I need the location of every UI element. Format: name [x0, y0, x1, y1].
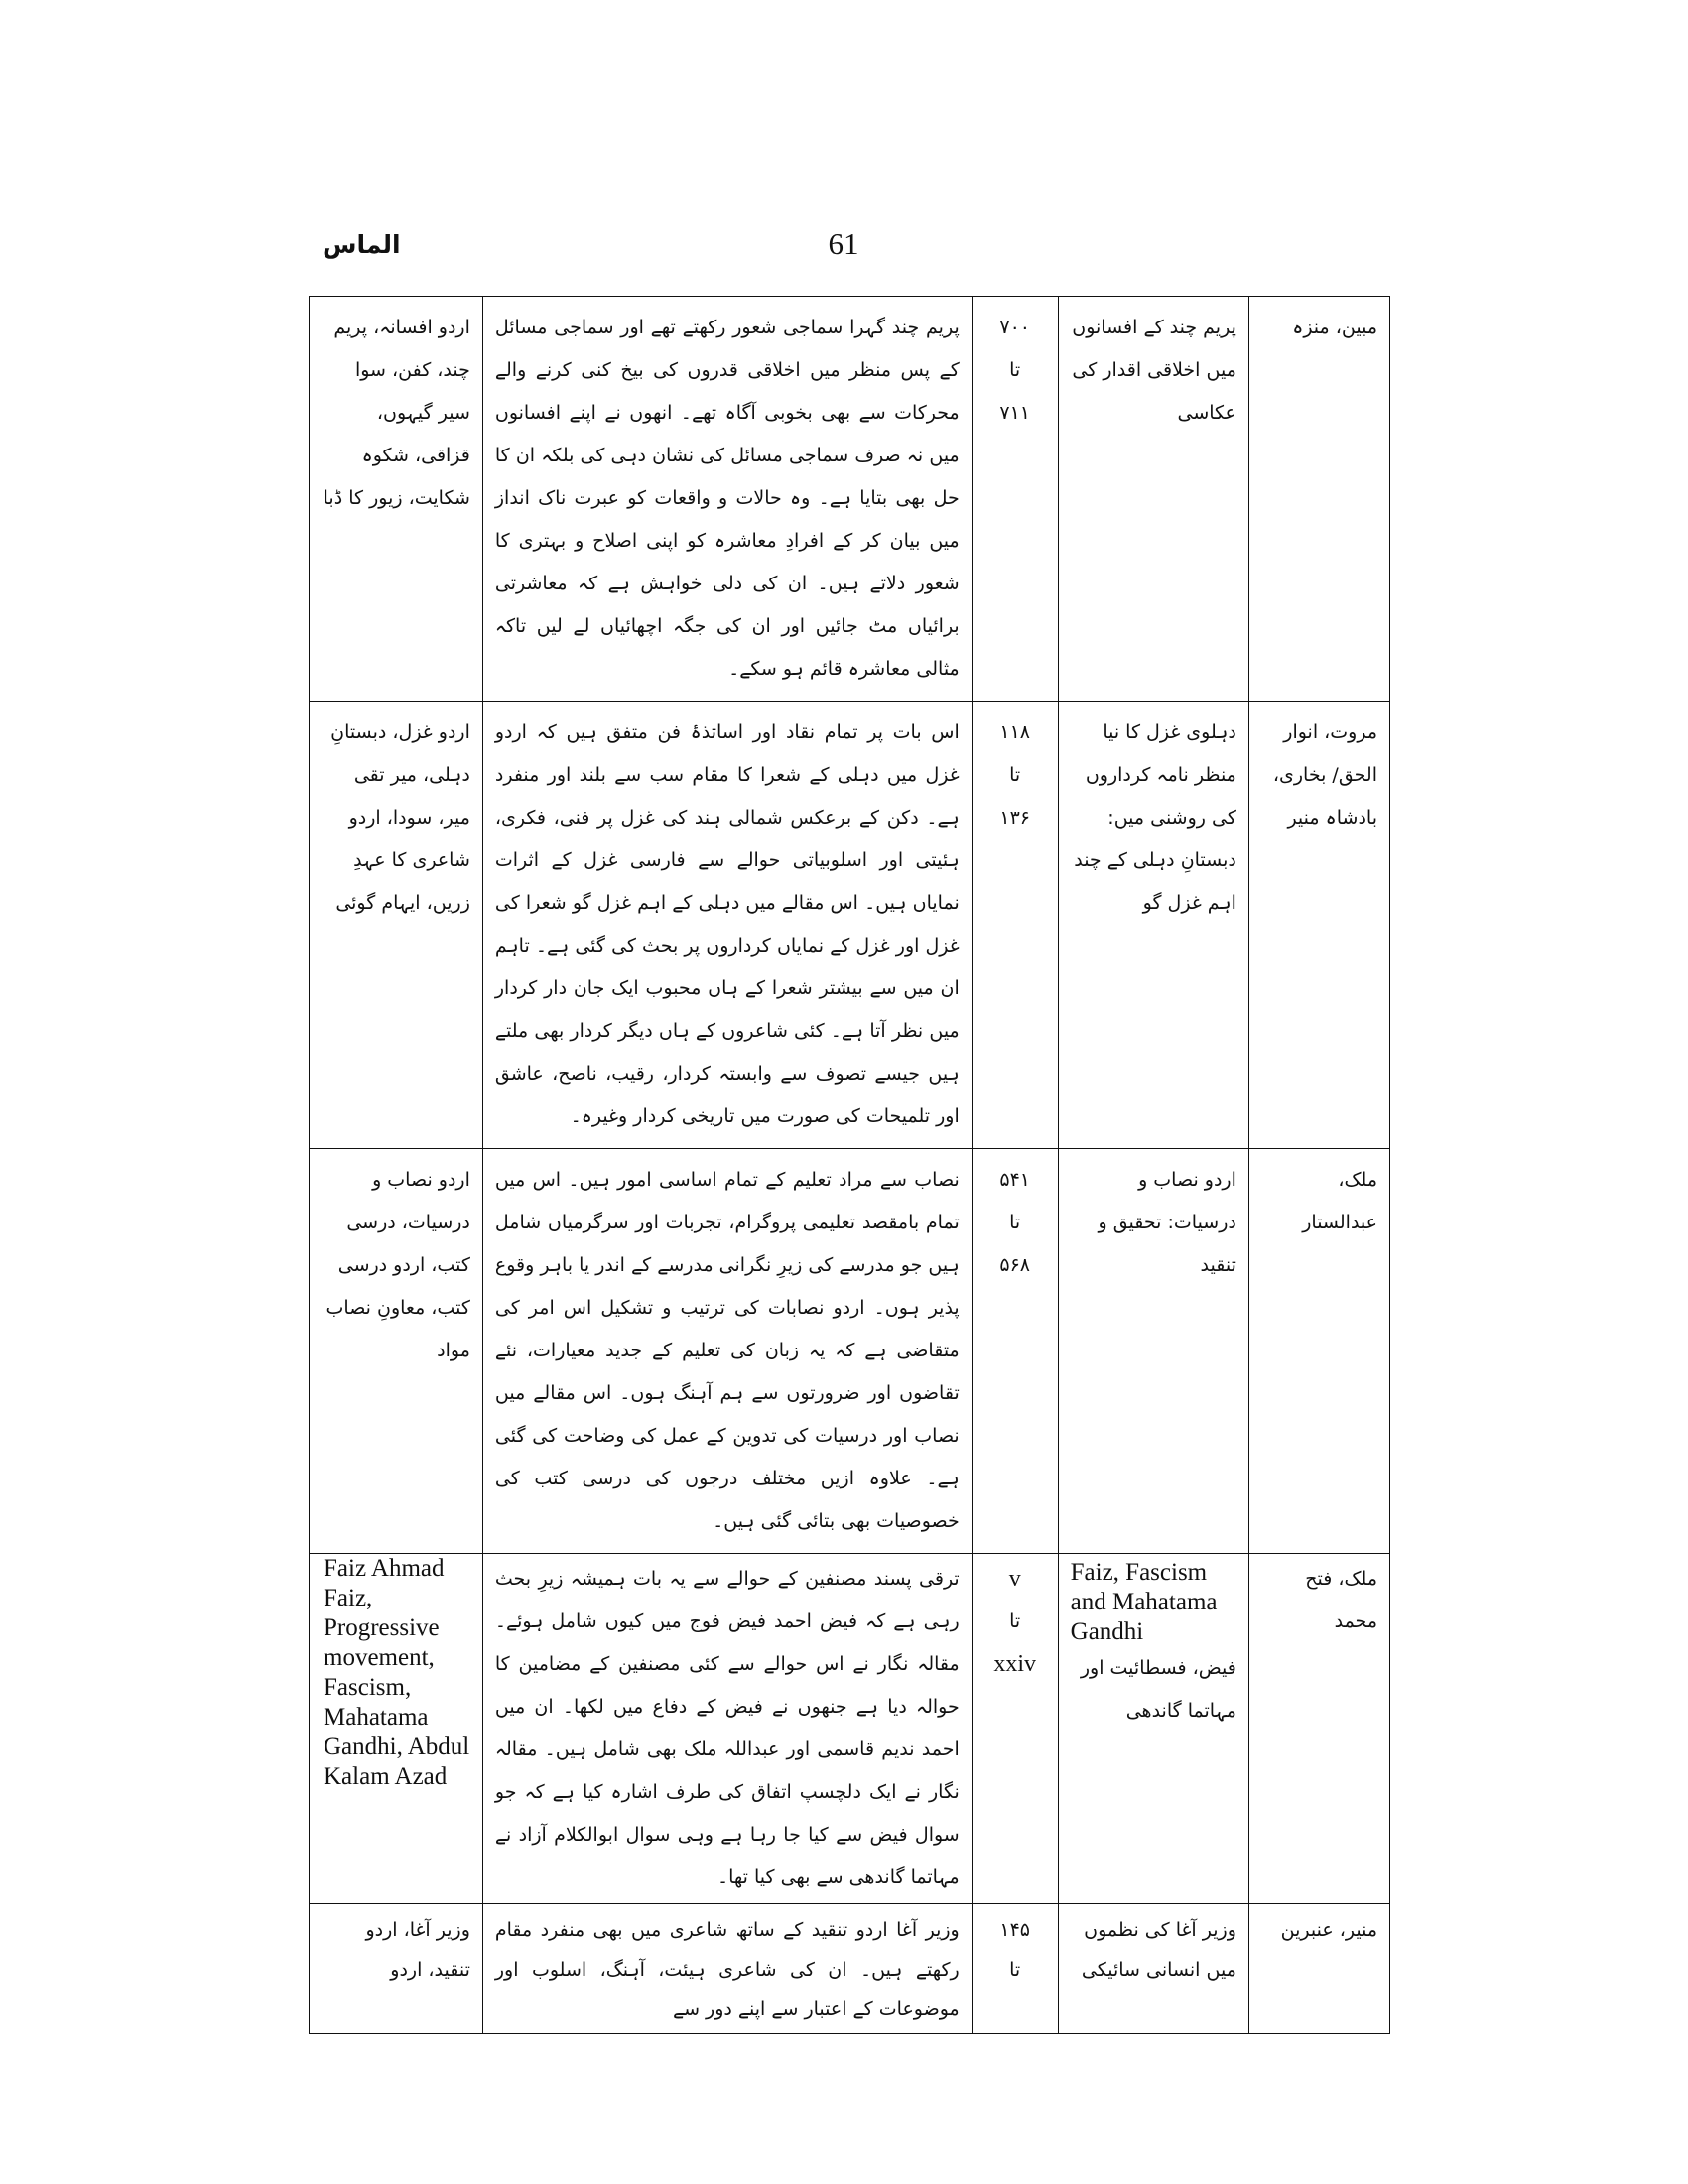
page-to: تا [1009, 1212, 1021, 1233]
page-end: ۷۱۱ [999, 402, 1030, 424]
journal-name: الماس [323, 230, 401, 259]
abstract-cell: نصاب سے مراد تعلیم کے تمام اساسی امور ہیں۔ اس میں تمام بامقصد تعلیمی پروگرام، تجربات اور سرگرمیاں شامل ہیں جو مدرسے کی زیرِ نگرانی مدرسے کے اندر یا باہر وقوع پذیر ہوں۔ اردو نصابات کی ترتیب و تشکیل اس امر کی متقاضی ہے کہ یہ زبان کی تعلیم کے جدید معیارات، نئے تقاضوں اور ضرورتوں سے ہم آہنگ ہوں۔ اس مقالے میں نصاب اور درسیات کی تدوین کے عمل کی وضاحت کی گئی ہے۔ علاوہ ازیں مختلف درجوں کی درسی کتب کی خصوصیات بھی بتائی گئی ہیں۔ [482, 1149, 972, 1554]
title-cell: وزیر آغا کی نظموں میں انسانی سائیکی [1058, 1904, 1248, 2034]
title-english: Faiz, Fascism and Mahatama Gandhi [1070, 1559, 1218, 1645]
table-row [310, 702, 1390, 1149]
page-end: xxiv [993, 1651, 1037, 1677]
page-start: ۷۰۰ [999, 317, 1030, 338]
page-start: ۱۱۸ [999, 721, 1030, 743]
pages-cell [972, 1149, 1058, 1554]
abstract-cell: وزیر آغا اردو تنقید کے ساتھ شاعری میں بھی منفرد مقام رکھتے ہیں۔ ان کی شاعری ہیئت، آہنگ، اسلوب اور موضوعات کے اعتبار سے اپنے دور سے [482, 1904, 972, 2034]
keywords-cell: اردو غزل، دبستانِ دہلی، میر تقی میر، سودا، اردو شاعری کا عہدِ زریں، ایہام گوئی [310, 702, 483, 1149]
keywords-cell: اردو نصاب و درسیات، درسی کتب، اردو درسی کتب، معاونِ نصاب مواد [310, 1149, 483, 1554]
keywords-cell [310, 1554, 483, 1904]
page-start: ۱۴۵ [999, 1919, 1030, 1941]
keywords-english: Faiz Ahmad Faiz, Progressive movement, Fascism, Mahatama Gandhi, Abdul Kalam Azad [324, 1555, 470, 1790]
pages-cell [972, 1904, 1058, 2034]
keywords-cell: اردو افسانہ، پریم چند، کفن، سوا سیر گیہوں، قزاقی، شکوہ شکایت، زیور کا ڈبا [310, 297, 483, 702]
title-urdu: فیض، فسطائیت اور مہاتما گاندھی [1080, 1657, 1236, 1722]
author-cell: ملک، فتح محمد [1248, 1554, 1389, 1904]
table-row [310, 1904, 1390, 2034]
pages-cell [972, 1554, 1058, 1904]
page-start: v [1008, 1566, 1021, 1592]
author-cell: ملک، عبدالستار [1248, 1149, 1389, 1554]
page-to: تا [1009, 764, 1021, 786]
table-row [310, 1554, 1390, 1904]
page-to: تا [1009, 359, 1021, 381]
article-index-table [309, 296, 1390, 2034]
abstract-cell: پریم چند گہرا سماجی شعور رکھتے تھے اور سماجی مسائل کے پس منظر میں اخلاقی قدروں کی بیخ کنی کرنے والے محرکات سے بھی بخوبی آگاہ تھے۔ انھوں نے اپنے افسانوں میں نہ صرف سماجی مسائل کی نشان دہی کی بلکہ ان کا حل بھی بتایا ہے۔ وہ حالات و واقعات کو عبرت ناک انداز میں بیان کر کے افرادِ معاشرہ کو اپنی اصلاح و بہتری کا شعور دلاتے ہیں۔ ان کی دلی خواہش ہے کہ معاشرتی برائیاں مٹ جائیں اور ان کی جگہ اچھائیاں لے لیں تاکہ مثالی معاشرہ قائم ہو سکے۔ [482, 297, 972, 702]
title-cell: پریم چند کے افسانوں میں اخلاقی اقدار کی عکاسی [1058, 297, 1248, 702]
keywords-cell: وزیر آغا، اردو تنقید، اردو [310, 1904, 483, 2034]
page-number: 61 [828, 226, 859, 261]
page-end: ۱۳۶ [999, 807, 1030, 829]
page-start: ۵۴۱ [999, 1169, 1030, 1191]
abstract-cell: ترقی پسند مصنفین کے حوالے سے یہ بات ہمیشہ زیرِ بحث رہی ہے کہ فیض احمد فیض فوج میں کیوں شامل ہوئے۔ مقالہ نگار نے اس حوالے سے کئی مصنفین کے مضامین کا حوالہ دیا ہے جنھوں نے فیض کے دفاع میں لکھا۔ ان میں احمد ندیم قاسمی اور عبداللہ ملک بھی شامل ہیں۔ مقالہ نگار نے ایک دلچسپ اتفاق کی طرف اشارہ کیا ہے کہ جو سوال فیض سے کیا جا رہا ہے وہی سوال ابوالکلام آزاد نے مہاتما گاندھی سے بھی کیا تھا۔ [482, 1554, 972, 1904]
title-cell [1058, 1554, 1248, 1904]
author-cell: مروت، انوار الحق/ بخاری، بادشاہ منیر [1248, 702, 1389, 1149]
page-to: تا [1009, 1959, 1021, 1981]
pages-cell [972, 702, 1058, 1149]
title-cell: اردو نصاب و درسیات: تحقیق و تنقید [1058, 1149, 1248, 1554]
abstract-cell: اس بات پر تمام نقاد اور اساتذۂ فن متفق ہیں کہ اردو غزل میں دہلی کے شعرا کا مقام سب سے بلند اور منفرد ہے۔ دکن کے برعکس شمالی ہند کی غزل پر فنی، فکری، ہئیتی اور اسلوبیاتی حوالے سے فارسی غزل کے اثرات نمایاں ہیں۔ اس مقالے میں دہلی کے اہم غزل گو شعرا کی غزل اور غزل کے نمایاں کرداروں پر بحث کی گئی ہے۔ تاہم ان میں سے بیشتر شعرا کے ہاں محبوب ایک جان دار کردار میں نظر آتا ہے۔ کئی شاعروں کے ہاں دیگر کردار بھی ملتے ہیں جیسے تصوف سے وابستہ کردار، رقیب، ناصح، عاشق اور تلمیحات کی صورت میں تاریخی کردار وغیرہ۔ [482, 702, 972, 1149]
author-cell: مبین، منزہ [1248, 297, 1389, 702]
author-cell: منیر، عنبرین [1248, 1904, 1389, 2034]
pages-cell [972, 297, 1058, 702]
title-cell: دہلوی غزل کا نیا منظر نامہ کرداروں کی روشنی میں: دبستانِ دہلی کے چند اہم غزل گو [1058, 702, 1248, 1149]
table-row [310, 297, 1390, 702]
table-row [310, 1149, 1390, 1554]
page-end: ۵۶۸ [999, 1254, 1030, 1276]
page-to: تا [1009, 1610, 1021, 1632]
